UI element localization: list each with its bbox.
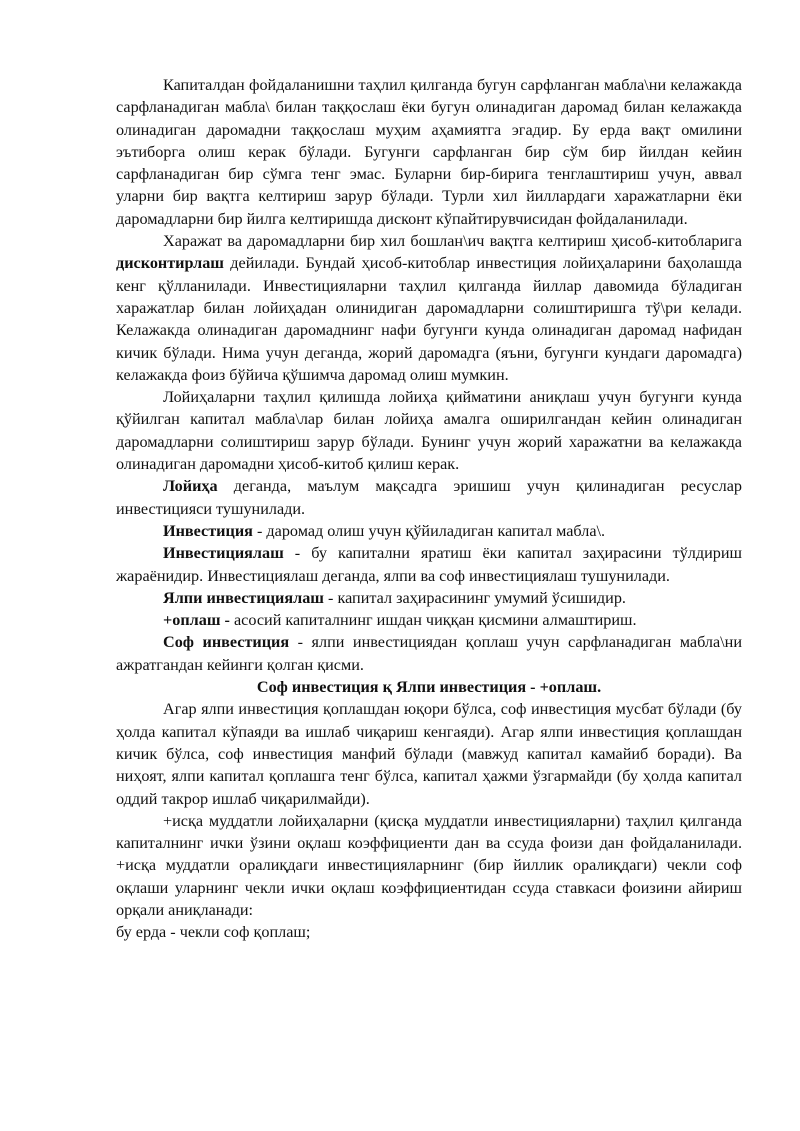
term-gross-investing: Ялпи инвестициялаш <box>163 588 324 607</box>
formula-net-investment: Соф инвестиция қ Ялпи инвестиция - +оплаш. <box>256 678 602 697</box>
term-discounting: дисконтирлаш <box>116 254 224 273</box>
term-investment: Инвестиция <box>163 521 253 540</box>
definition-net-investment <box>116 631 742 676</box>
definition-investment <box>116 520 742 542</box>
definition-replacement-text: асосий капиталнинг ишдан чиққан қисмини алмаштириш. <box>229 611 637 630</box>
definition-replacement <box>116 609 742 631</box>
paragraph-discounting <box>116 230 742 386</box>
paragraph-short-term-projects: +исқа муддатли лойиҳаларни (қисқа муддатли инвестицияларни) таҳлил қилганда капиталнинг ички ўзини оқлаш коэффициенти дан ва ссуда фоизи дан фойдаланилади. +исқа муддатли оралиқдаги инвестицияларнинг (бир йиллик оралиқдаги) чекли соф оқлаши уларнинг чекли ички оқлаш коэффициентидан ссуда ставкаси фоизини айириш орқали аниқланади: <box>116 811 742 919</box>
document-page <box>116 74 742 944</box>
definition-investment-text: - даромад олиш учун қўйиладиган капитал мабла\. <box>252 521 606 540</box>
definition-investing <box>116 542 742 587</box>
paragraph-project-analysis: Лойиҳаларни таҳлил қилишда лойиҳа қийматини аниқлаш учун бугунги кунда қўйилган капитал мабла\лар билан лойиҳа амалга оширилгандан кейин олинадиган даромадларни солиштириш зарур бўлади. Бунинг учун жорий харажатни ва келажакда олинадиган даромадни ҳисоб-китоб қилиш керак. <box>116 388 742 474</box>
term-investing: Инвестициялаш <box>163 544 284 563</box>
paragraph-gross-vs-replacement: Агар ялпи инвестиция қоплашдан юқори бўлса, соф инвестиция мусбат бўлади (бу ҳолда капитал кўпаяди ва ишлаб чиқариш кенгаяди). Агар ялпи инвестиция қоплашдан кичик бўлса, соф инвестиция манфий бўлади (мавжуд капитал камайиб боради). Ва ниҳоят, ялпи капитал қоплашга тенг бўлса, капитал ҳажми ўзгармайди (бу ҳолда капитал оддий такрор ишлаб чиқарилмайди). <box>116 700 742 808</box>
discounting-text-before: Харажат ва даромадларни бир хил бошлан\ич вақтга келтириш ҳисоб-китобларига <box>163 232 742 251</box>
paragraph-capital-usage: Капиталдан фойдаланишни таҳлил қилганда бугун сарфланган мабла\ни келажакда сарфланадиган мабла\ билан таққослаш ёки бугун олинадиган даромад билан келажакда олинадиган даромадни таққослаш муҳим аҳамиятга эгадир. Бу ерда вақт омилини эътиборга олиш керак бўлади. Бугунги сарфланган бир сўм бир йилдан кейин сарфланадиган бир сўмга тенг эмас. Буларни бир-бирига тенглаштириш учун, аввал уларни бир вақтга келтириш зарур бўлади. Турли хил йиллардаги харажатларни ёки даромадларни бир йилга келтиришда дисконт кўпайтирувчисидан фойдаланилади. <box>116 76 742 228</box>
definition-project <box>116 475 742 520</box>
definition-net-investment-text: - ялпи инвестициядан қоплаш учун сарфланадиган мабла\ни ажратгандан кейинги қолган қисми. <box>116 633 742 674</box>
discounting-text-after: дейилади. Бундай ҳисоб-китоблар инвестиция лойиҳаларини баҳолашда кенг қўлланилади. Инвестицияларни таҳлил қилганда йиллар давомида бўладиган харажатлар билан лойиҳадан олинидиган даромадларни солиштиришга тў\ри келади. Келажакда олинадиган даромаднинг нафи бугунги кунда олинадиган даромад нафидан кичик бўлади. Нима учун деганда, жорий даромадга (яъни, бугунги кундаги даромадга) келажакда фоиз бўйича қўшимча даромад олиш мумкин. <box>116 254 742 384</box>
definition-project-text: деганда, маълум мақсадга эришиш учун қилинадиган ресуслар инвестицияси тушунилади. <box>116 477 742 518</box>
term-net-investment: Соф инвестиция <box>163 633 290 652</box>
definition-gross-investing <box>116 587 742 609</box>
paragraph-where: бу ерда - чекли соф қоплаш; <box>116 923 311 942</box>
term-project: Лойиҳа <box>163 477 218 496</box>
definition-investing-text: - бу капитални яратиш ёки капитал заҳирасини тўлдириш жараёнидир. Инвестициялаш деганда, ялпи ва соф инвестициялаш тушунилади. <box>116 544 742 585</box>
term-replacement: +оплаш - <box>163 611 230 630</box>
definition-gross-investing-text: - капитал заҳирасининг умумий ўсишидир. <box>323 588 626 607</box>
